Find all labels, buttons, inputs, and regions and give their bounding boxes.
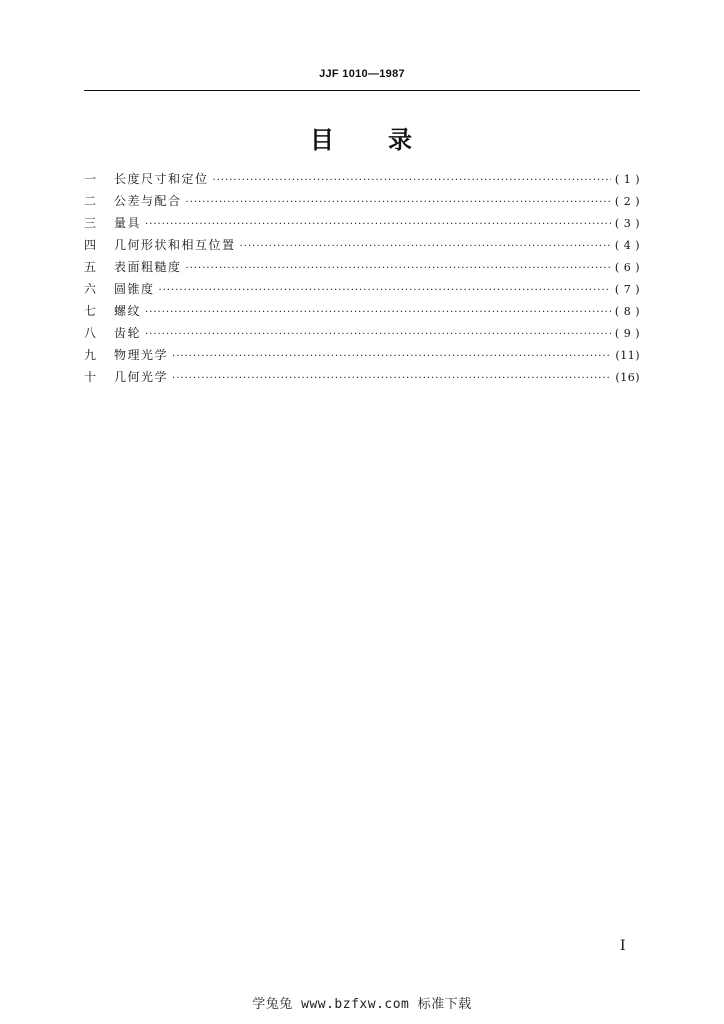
toc-dot-leader bbox=[172, 346, 611, 368]
toc-entry-page: ( 3 ) bbox=[614, 217, 640, 230]
table-of-contents bbox=[84, 168, 640, 388]
toc-entry-page: ( 8 ) bbox=[614, 305, 640, 318]
toc-entry-label: 长度尺寸和定位 bbox=[114, 172, 209, 186]
toc-entry[interactable] bbox=[84, 278, 640, 300]
toc-entry-label: 几何光学 bbox=[114, 370, 169, 384]
toc-entry-number: 十 bbox=[84, 370, 97, 384]
footer-site-name: 学兔兔 bbox=[252, 997, 293, 1012]
toc-entry-label: 齿轮 bbox=[114, 326, 142, 340]
toc-entry[interactable] bbox=[84, 168, 640, 190]
toc-entry-label: 量具 bbox=[114, 216, 142, 230]
toc-entry-number: 八 bbox=[84, 326, 97, 340]
toc-entry-number: 六 bbox=[84, 282, 97, 296]
toc-dot-leader bbox=[213, 170, 611, 192]
footer-url[interactable]: www.bzfxw.com bbox=[301, 997, 410, 1012]
toc-entry-page: ( 4 ) bbox=[614, 239, 640, 252]
toc-entry-label: 物理光学 bbox=[114, 348, 169, 362]
toc-entry[interactable] bbox=[84, 300, 640, 322]
toc-entry[interactable] bbox=[84, 256, 640, 278]
toc-entry-label: 表面粗糙度 bbox=[114, 260, 182, 274]
title-char-2: 录 bbox=[388, 125, 414, 154]
toc-entry-label: 公差与配合 bbox=[114, 194, 182, 208]
toc-entry-number: 二 bbox=[84, 194, 97, 208]
toc-dot-leader bbox=[186, 258, 611, 280]
toc-entry-page: ( 7 ) bbox=[614, 283, 640, 296]
toc-dot-leader bbox=[145, 302, 611, 324]
toc-entry-label: 几何形状和相互位置 bbox=[114, 238, 236, 252]
toc-entry-page: (11) bbox=[615, 349, 640, 362]
standard-code: JJF 1010—1987 bbox=[319, 68, 405, 80]
toc-dot-leader bbox=[186, 192, 611, 214]
toc-dot-leader bbox=[172, 368, 611, 390]
header-rule bbox=[84, 90, 640, 91]
toc-entry[interactable] bbox=[84, 322, 640, 344]
toc-entry-number: 五 bbox=[84, 260, 97, 274]
footer-watermark bbox=[0, 993, 724, 1012]
toc-entry[interactable] bbox=[84, 234, 640, 256]
toc-dot-leader bbox=[240, 236, 611, 258]
toc-entry[interactable] bbox=[84, 366, 640, 388]
toc-entry-page: (16) bbox=[615, 371, 640, 384]
page-number: I bbox=[620, 938, 626, 954]
toc-entry-page: ( 9 ) bbox=[614, 327, 640, 340]
toc-entry-page: ( 6 ) bbox=[614, 261, 640, 274]
toc-dot-leader bbox=[145, 324, 611, 346]
toc-entry-number: 三 bbox=[84, 216, 97, 230]
toc-entry-number: 九 bbox=[84, 348, 97, 362]
title-char-1: 目 bbox=[310, 125, 336, 154]
toc-entry-page: ( 2 ) bbox=[614, 195, 640, 208]
toc-entry-number: 一 bbox=[84, 172, 97, 186]
toc-entry[interactable] bbox=[84, 344, 640, 366]
page-title bbox=[0, 120, 724, 155]
toc-entry[interactable] bbox=[84, 190, 640, 212]
toc-entry[interactable] bbox=[84, 212, 640, 234]
toc-entry-number: 七 bbox=[84, 304, 97, 318]
toc-dot-leader bbox=[159, 280, 611, 302]
toc-entry-page: ( 1 ) bbox=[614, 173, 640, 186]
toc-entry-label: 螺纹 bbox=[114, 304, 142, 318]
toc-entry-label: 圆锥度 bbox=[114, 282, 155, 296]
toc-entry-number: 四 bbox=[84, 238, 97, 252]
footer-tagline: 标准下载 bbox=[417, 997, 472, 1012]
toc-dot-leader bbox=[145, 214, 611, 236]
